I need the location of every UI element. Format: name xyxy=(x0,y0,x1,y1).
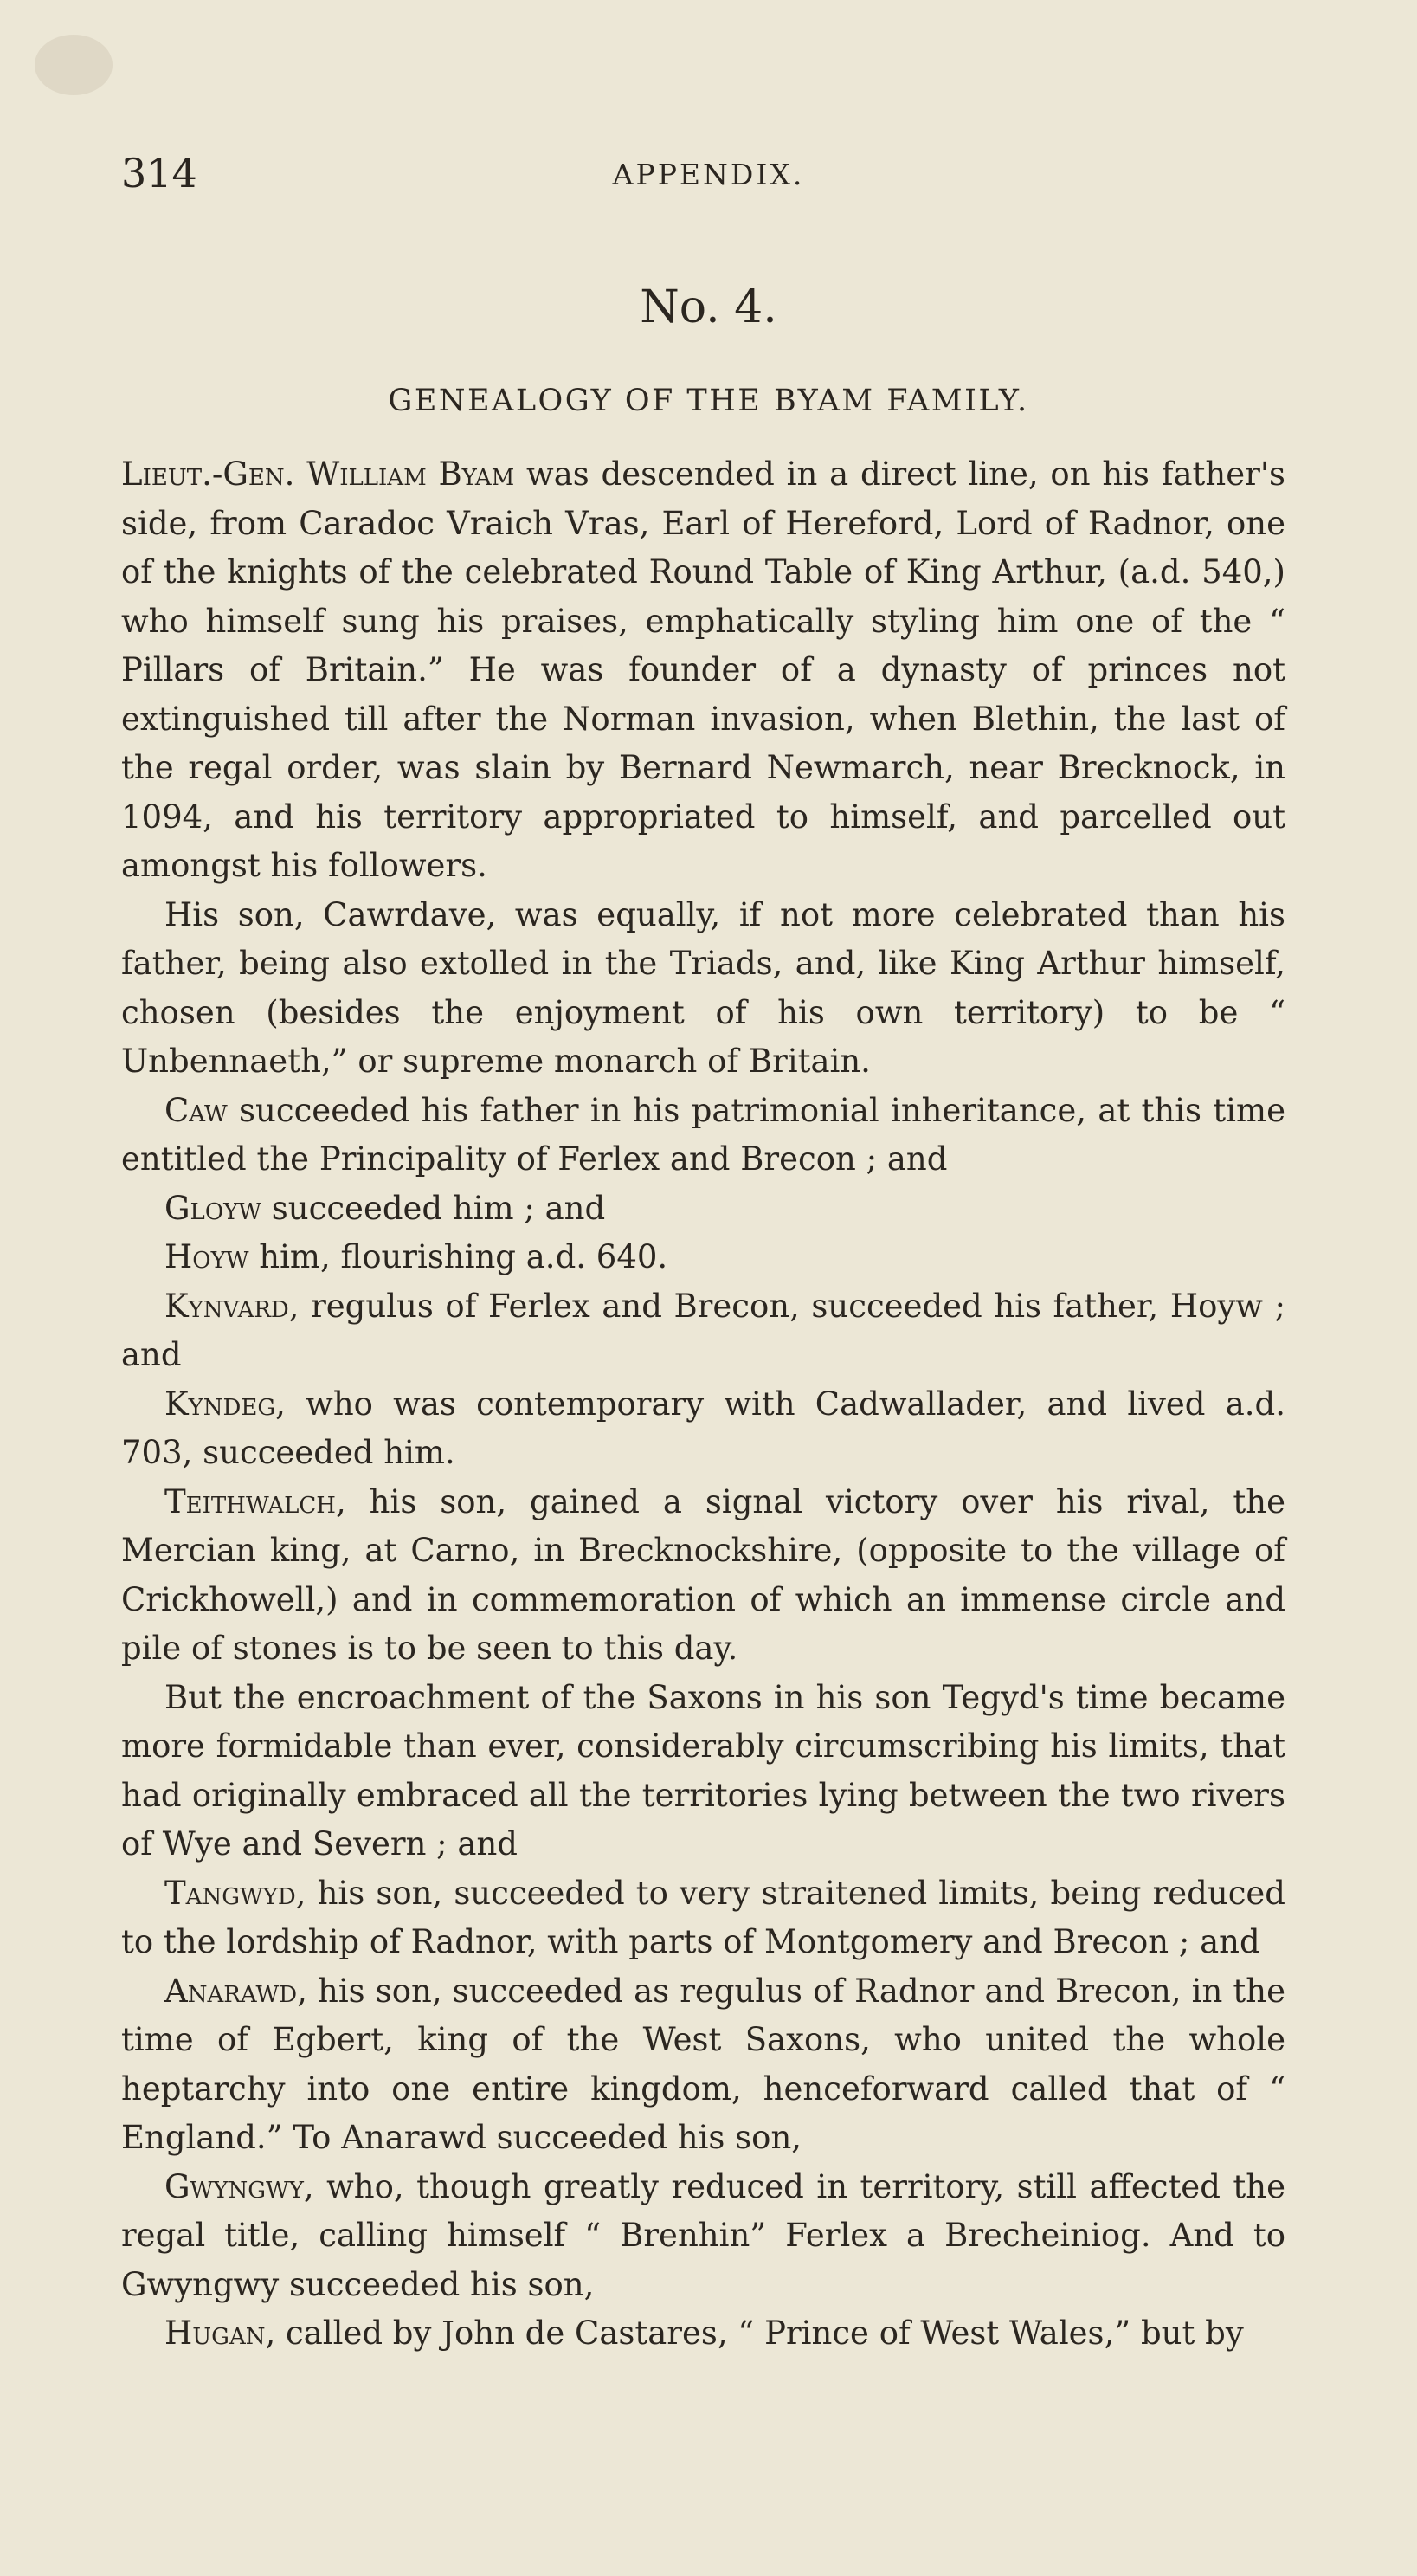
paragraph-text: , his son, gained a signal victory over his rival, the Mercian king, at Carno, in Brecknockshire, (opposite to the village of Crickhowell,) and in commemoration of which an immense circle and pile of stones is to be seen to this day. xyxy=(121,1482,1285,1667)
running-header xyxy=(0,147,1417,199)
paragraph-text: , who was contemporary with Cadwallader, and lived a.d. 703, succeeded him. xyxy=(121,1385,1285,1471)
paragraph xyxy=(121,891,1285,1087)
paragraph xyxy=(121,2309,1285,2359)
paragraph-text: succeeded him ; and xyxy=(261,1189,606,1227)
paragraph-lead-name: Kynvard xyxy=(164,1287,289,1325)
paragraph xyxy=(121,1282,1285,1380)
section-title: GENEALOGY OF THE BYAM FAMILY. xyxy=(388,384,1029,418)
paragraph xyxy=(121,2163,1285,2310)
paragraph-lead-name: Teithwalch xyxy=(164,1482,336,1520)
paragraph-text: , called by John de Castares, “ Prince of West Wales,” but by xyxy=(265,2315,1244,2352)
paragraph-text: , who, though greatly reduced in territory, still affected the regal title, calling himself “ Brenhin” Ferlex a Brecheiniog. And to Gwyngwy succeeded his son, xyxy=(121,2167,1285,2303)
paragraph xyxy=(121,1233,1285,1282)
paragraph xyxy=(121,1087,1285,1185)
paragraph-lead-name: Caw xyxy=(164,1091,228,1129)
paragraph xyxy=(121,1967,1285,2163)
paragraph-lead-name: Hoyw xyxy=(164,1238,249,1275)
paragraph xyxy=(121,1869,1285,1967)
page-number: 314 xyxy=(121,150,197,197)
paragraph xyxy=(121,1185,1285,1234)
paragraph-lead-name: Gwyngwy xyxy=(164,2167,304,2205)
paragraph xyxy=(121,450,1285,891)
paragraph-text: , regulus of Ferlex and Brecon, succeeded his father, Hoyw ; and xyxy=(121,1287,1285,1373)
paragraph-text: succeeded his father in his patrimonial inheritance, at this time entitled the Principality of Ferlex and Brecon ; and xyxy=(121,1091,1285,1178)
paragraph xyxy=(121,1380,1285,1478)
paragraph-lead-name: Tangwyd xyxy=(164,1874,296,1912)
paper-stain xyxy=(35,35,113,95)
paragraph-text: was descended in a direct line, on his father's side, from Caradoc Vraich Vras, Earl of Hereford, Lord of Radnor, one of the knights of the celebrated Round Table of King Arthur, (a.d. 540,) who himself sung his praises, emphatically styling him one of the “ Pillars of Britain.” He was founder of a dynasty of princes not extinguished till after the Norman invasion, when Blethin, the last of the regal order, was slain by Bernard Newmarch, near Brecknock, in 1094, and his territory appropriated to himself, and parcelled out amongst his followers. xyxy=(121,455,1285,884)
paragraph-lead-name: Lieut.-Gen. William Byam xyxy=(121,455,515,493)
paragraph-text: His son, Cawrdave, was equally, if not more celebrated than his father, being also extolled in the Triads, and, like King Arthur himself, chosen (besides the enjoyment of his own territory) to be “ Unbennaeth,” or supreme monarch of Britain. xyxy=(121,895,1285,1080)
body-text xyxy=(121,450,1285,2359)
appendix-number-heading: No. 4. xyxy=(640,281,777,333)
paragraph xyxy=(121,1478,1285,1674)
paragraph-lead-name: Gloyw xyxy=(164,1189,262,1227)
paragraph xyxy=(121,1674,1285,1869)
paragraph-text: , his son, succeeded to very straitened limits, being reduced to the lordship of Radnor, with parts of Montgomery and Brecon ; and xyxy=(121,1874,1285,1960)
paragraph-text: , his son, succeeded as regulus of Radnor and Brecon, in the time of Egbert, king of the West Saxons, who united the whole heptarchy into one entire kingdom, henceforward called that of “ England.” To Anarawd succeeded his son, xyxy=(121,1972,1285,2156)
paragraph-text: him, flourishing a.d. 640. xyxy=(248,1238,668,1275)
paragraph-lead-name: Hugan xyxy=(164,2315,266,2352)
running-title: APPENDIX. xyxy=(612,158,805,191)
paragraph-lead-name: Kyndeg xyxy=(164,1385,276,1423)
paragraph-lead-name: Anarawd xyxy=(164,1972,298,2010)
paragraph-text: But the encroachment of the Saxons in his son Tegyd's time became more formidable than ever, considerably circumscribing his limits, that had originally embraced all the territories lying between the two rivers of Wye and Severn ; and xyxy=(121,1678,1285,1863)
